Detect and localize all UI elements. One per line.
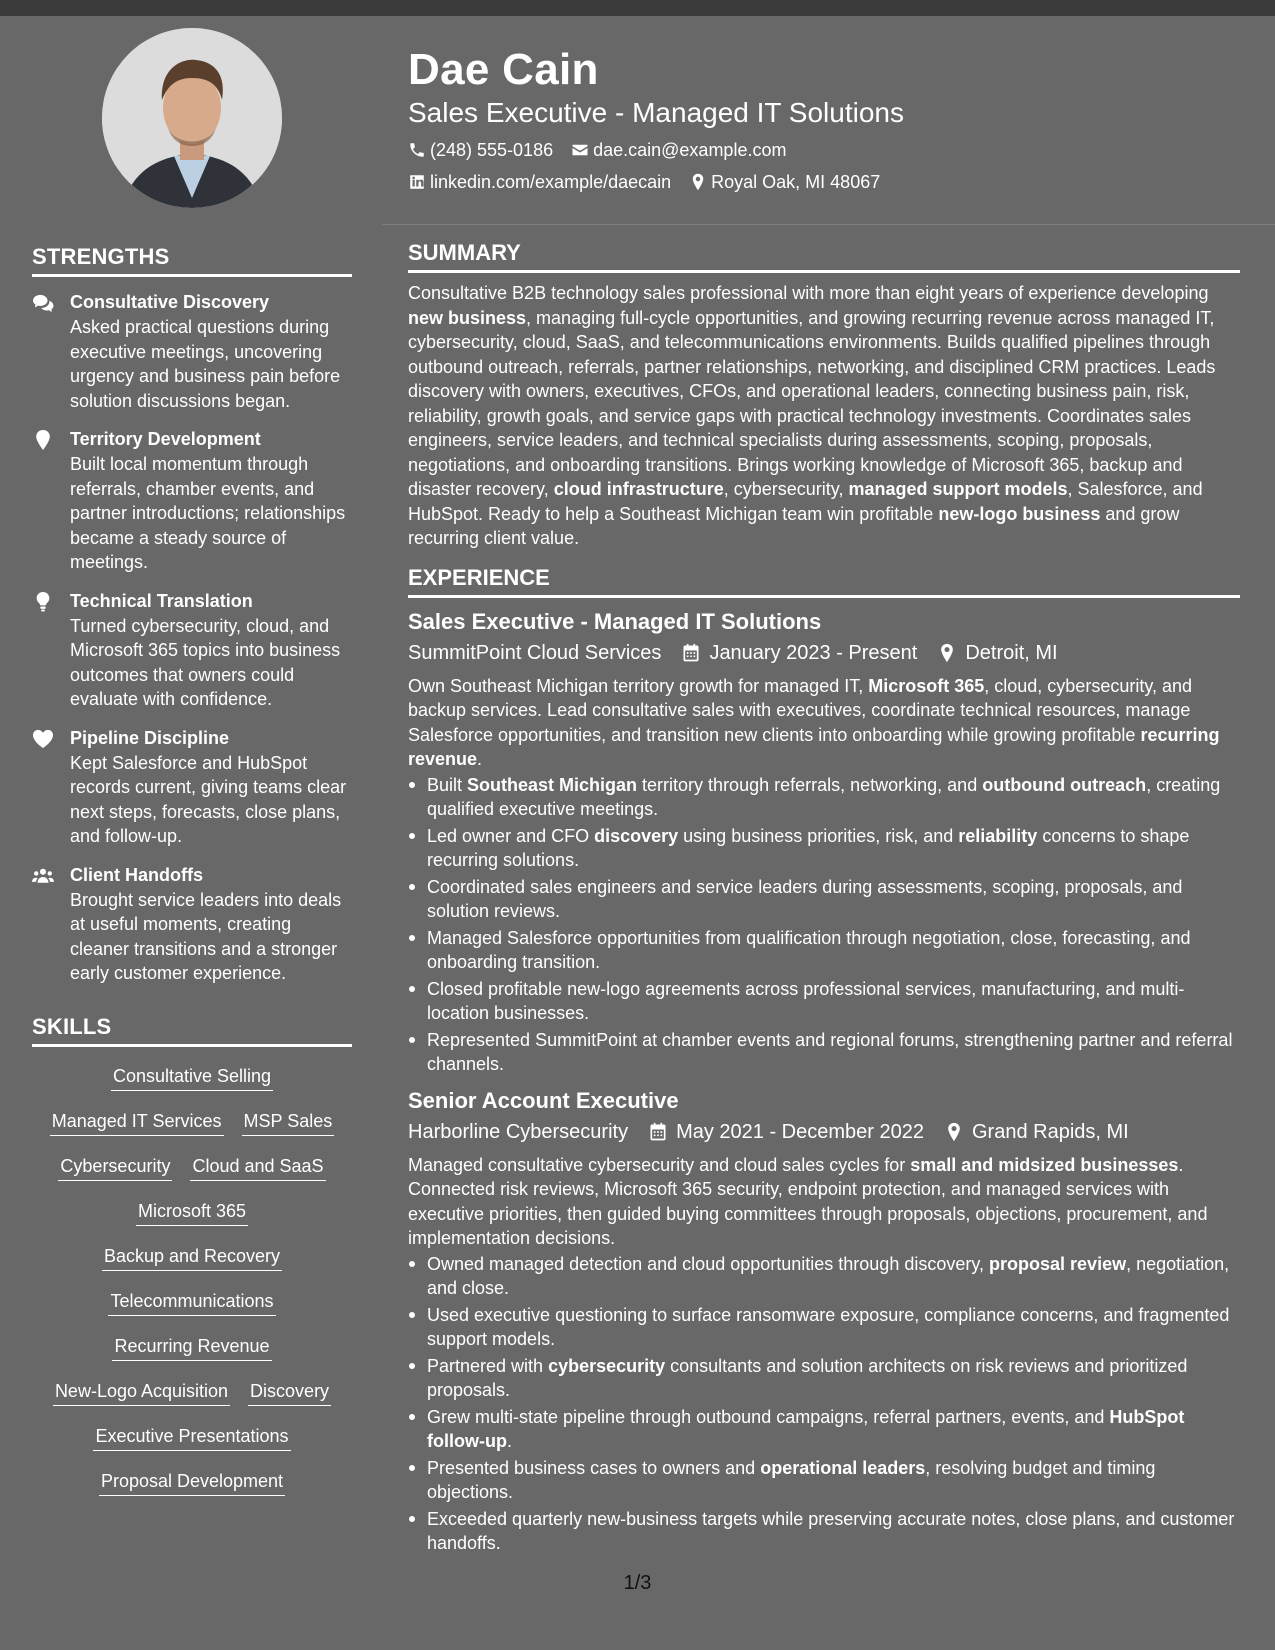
job-title: Sales Executive - Managed IT Solutions xyxy=(408,608,822,634)
bullet-item: Exceeded quarterly new-business targets while preserving accurate notes, close plans, and customer handoffs. xyxy=(408,1507,1240,1556)
emphasis-text: reliability xyxy=(958,825,1038,846)
job-meta xyxy=(408,640,1240,666)
skill-tag: Backup and Recovery xyxy=(102,1239,282,1271)
heart-icon xyxy=(32,727,70,849)
envelope-icon xyxy=(571,141,589,159)
job-meta xyxy=(408,1119,1240,1145)
candidate-name: Dae Cain xyxy=(408,45,599,94)
skill-tag: Recurring Revenue xyxy=(112,1329,271,1361)
linkedin-text[interactable]: linkedin.com/example/daecain xyxy=(430,171,672,192)
emphasis-text: managed support models xyxy=(848,479,1068,499)
skill-tag: Managed IT Services xyxy=(50,1104,224,1136)
strength-title: Client Handoffs xyxy=(70,864,203,885)
strengths-heading: STRENGTHS xyxy=(32,244,352,277)
summary-text: Consultative B2B technology sales professional with more than eight years of experience developing new business, managing full-cycle opportunities, and growing recurring revenue across managed IT, cybersecurity, cloud, SaaS, and telecommunications environments. Builds qualified pipelines through outbound outreach, referrals, partner relationships, networking, and disciplined CRM practices. Leads discovery with owners, executives, CFOs, and operational leaders, connecting business pain, risk, reliability, growth goals, and service gaps with practical technology investments. Coordinates sales engineers, service leaders, and technical specialists during assessments, scoping, proposals, negotiations, and onboarding transitions. Brings working knowledge of Microsoft 365, backup and disaster recovery, cloud infrastructure, cybersecurity, managed support models, Salesforce, and HubSpot. Ready to help a Southeast Michigan team win profitable new-logo business and grow recurring client value. xyxy=(408,283,1216,548)
strength-desc: Kept Salesforce and HubSpot records current, giving teams clear next steps, forecasts, close plans, and follow-up. xyxy=(70,752,347,846)
experience-heading: EXPERIENCE xyxy=(408,565,1240,598)
job-entry xyxy=(408,608,1240,1077)
skill-tag: Cloud and SaaS xyxy=(190,1149,325,1181)
job-bullets xyxy=(408,1252,1240,1556)
linkedin-icon xyxy=(408,173,426,191)
skill-tag: Microsoft 365 xyxy=(136,1194,248,1226)
emphasis-text: outbound outreach xyxy=(982,774,1147,795)
skill-tag: Telecommunications xyxy=(108,1284,275,1316)
emphasis-text: new-logo business xyxy=(938,503,1101,524)
bullet-item: Coordinated sales engineers and service leaders during assessments, scoping, proposals, and solution reviews. xyxy=(408,875,1240,924)
left-column xyxy=(32,16,352,1509)
job-location: Grand Rapids, MI xyxy=(972,1120,1129,1143)
job-dates: May 2021 - December 2022 xyxy=(676,1120,924,1143)
strength-item xyxy=(32,864,352,986)
bullet-item: Managed Salesforce opportunities from qualification through negotiation, close, forecasting, and onboarding transition. xyxy=(408,926,1240,975)
candidate-role: Sales Executive - Managed IT Solutions xyxy=(408,97,904,128)
job-company: Harborline Cybersecurity xyxy=(408,1120,629,1143)
bullet-item: Closed profitable new-logo agreements across professional services, manufacturing, and multi-location businesses. xyxy=(408,977,1240,1026)
emphasis-text: recurring revenue xyxy=(408,724,1220,769)
strength-item xyxy=(32,590,352,712)
emphasis-text: discovery xyxy=(594,825,679,846)
bullet-item: Owned managed detection and cloud opportunities through discovery, proposal review, negotiation, and close. xyxy=(408,1252,1240,1301)
phone-icon xyxy=(408,141,426,159)
job-title: Senior Account Executive xyxy=(408,1087,679,1113)
linkedin-item xyxy=(408,172,671,193)
job-entry xyxy=(408,1087,1240,1556)
bullet-item: Built Southeast Michigan territory through referrals, networking, and outbound outreach, creating qualified executive meetings. xyxy=(408,773,1240,822)
emphasis-text: new business xyxy=(408,307,527,328)
bullet-item: Led owner and CFO discovery using business priorities, risk, and reliability concerns to shape recurring solutions. xyxy=(408,824,1240,873)
emphasis-text: HubSpot follow-up xyxy=(427,1406,1185,1451)
strength-item xyxy=(32,727,352,849)
job-description: Own Southeast Michigan territory growth for managed IT, Microsoft 365, cloud, cybersecurity, and backup services. Lead consultative sales with executives, coordinate technical resources, manage Salesforce opportunities, and transition new clients into onboarding while growing profitable recurring revenue. xyxy=(408,675,1220,769)
contact-row xyxy=(408,138,1238,162)
portrait-image xyxy=(102,28,282,208)
map-pin-icon xyxy=(937,643,957,663)
top-bar xyxy=(0,0,1275,16)
emphasis-text: cloud infrastructure xyxy=(553,479,724,499)
job-dates: January 2023 - Present xyxy=(709,641,918,664)
strength-item xyxy=(32,291,352,413)
strength-desc: Brought service leaders into deals at useful moments, creating cleaner transitions and a stronger early customer experience. xyxy=(70,889,342,983)
page-number: 1/3 xyxy=(623,1572,652,1594)
bullet-item: Grew multi-state pipeline through outbound campaigns, referral partners, events, and HubSpot follow-up. xyxy=(408,1405,1240,1454)
calendar-icon xyxy=(681,643,701,663)
calendar-icon xyxy=(648,1122,668,1142)
map-pin-icon xyxy=(689,173,707,191)
strength-title: Technical Translation xyxy=(70,590,253,611)
emphasis-text: small and midsized businesses xyxy=(910,1154,1179,1175)
strengths-list xyxy=(32,291,352,986)
location-item xyxy=(689,172,880,193)
resume-header xyxy=(408,44,1238,194)
email-text[interactable]: dae.cain@example.com xyxy=(593,139,787,160)
strength-desc: Asked practical questions during executive meetings, uncovering urgency and business pain before solution discussions began. xyxy=(70,317,341,411)
lightbulb-icon xyxy=(32,590,70,712)
bullet-item: Represented SummitPoint at chamber events and regional forums, strengthening partner and referral channels. xyxy=(408,1028,1240,1077)
strength-title: Consultative Discovery xyxy=(70,292,270,312)
strength-title: Territory Development xyxy=(70,429,261,449)
skills-list xyxy=(32,1059,352,1509)
skill-tag: Consultative Selling xyxy=(111,1059,273,1091)
email-item xyxy=(571,140,786,161)
chat-icon xyxy=(32,291,70,413)
skills-heading: SKILLS xyxy=(32,1014,352,1047)
profile-photo xyxy=(102,28,282,208)
map-pin-icon xyxy=(32,428,70,575)
map-pin-icon xyxy=(944,1122,964,1142)
strength-desc: Built local momentum through referrals, chamber events, and partner introductions; relationships became a steady source of meetings. xyxy=(70,454,346,572)
emphasis-text: operational leaders xyxy=(760,1457,926,1478)
phone-item xyxy=(408,140,553,161)
skill-tag: Discovery xyxy=(248,1374,331,1406)
skill-tag: Proposal Development xyxy=(99,1464,285,1496)
emphasis-text: Southeast Michigan xyxy=(467,774,638,795)
job-company: SummitPoint Cloud Services xyxy=(408,641,662,664)
job-description: Managed consultative cybersecurity and cloud sales cycles for small and midsized businesses. Connected risk reviews, Microsoft 365 security, endpoint protection, and managed services with executive priorities, then guided buying committees through proposals, objections, procurement, and implementation decisions. xyxy=(408,1154,1208,1248)
skill-tag: MSP Sales xyxy=(242,1104,335,1136)
phone-text: (248) 555-0186 xyxy=(430,139,554,160)
main-column xyxy=(408,240,1240,1558)
job-location: Detroit, MI xyxy=(965,641,1058,664)
emphasis-text: cybersecurity xyxy=(548,1355,666,1376)
emphasis-text: proposal review xyxy=(989,1253,1127,1274)
skill-tag: Cybersecurity xyxy=(58,1149,172,1181)
bullet-item: Used executive questioning to surface ransomware exposure, compliance concerns, and fragmented support models. xyxy=(408,1303,1240,1352)
header-divider xyxy=(382,224,1275,225)
emphasis-text: Microsoft 365 xyxy=(868,675,985,696)
strength-title: Pipeline Discipline xyxy=(70,727,230,748)
skill-tag: Executive Presentations xyxy=(93,1419,290,1451)
skill-tag: New-Logo Acquisition xyxy=(53,1374,230,1406)
strength-item xyxy=(32,428,352,575)
strength-desc: Turned cybersecurity, cloud, and Microsoft 365 topics into business outcomes that owners could evaluate with confidence. xyxy=(70,615,341,709)
summary-heading: SUMMARY xyxy=(408,240,1240,273)
bullet-item: Presented business cases to owners and operational leaders, resolving budget and timing objections. xyxy=(408,1456,1240,1505)
bullet-item: Partnered with cybersecurity consultants and solution architects on risk reviews and prioritized proposals. xyxy=(408,1354,1240,1403)
users-icon xyxy=(32,864,70,986)
location-text: Royal Oak, MI 48067 xyxy=(711,171,881,192)
job-bullets xyxy=(408,773,1240,1077)
contact-row xyxy=(408,170,1238,194)
